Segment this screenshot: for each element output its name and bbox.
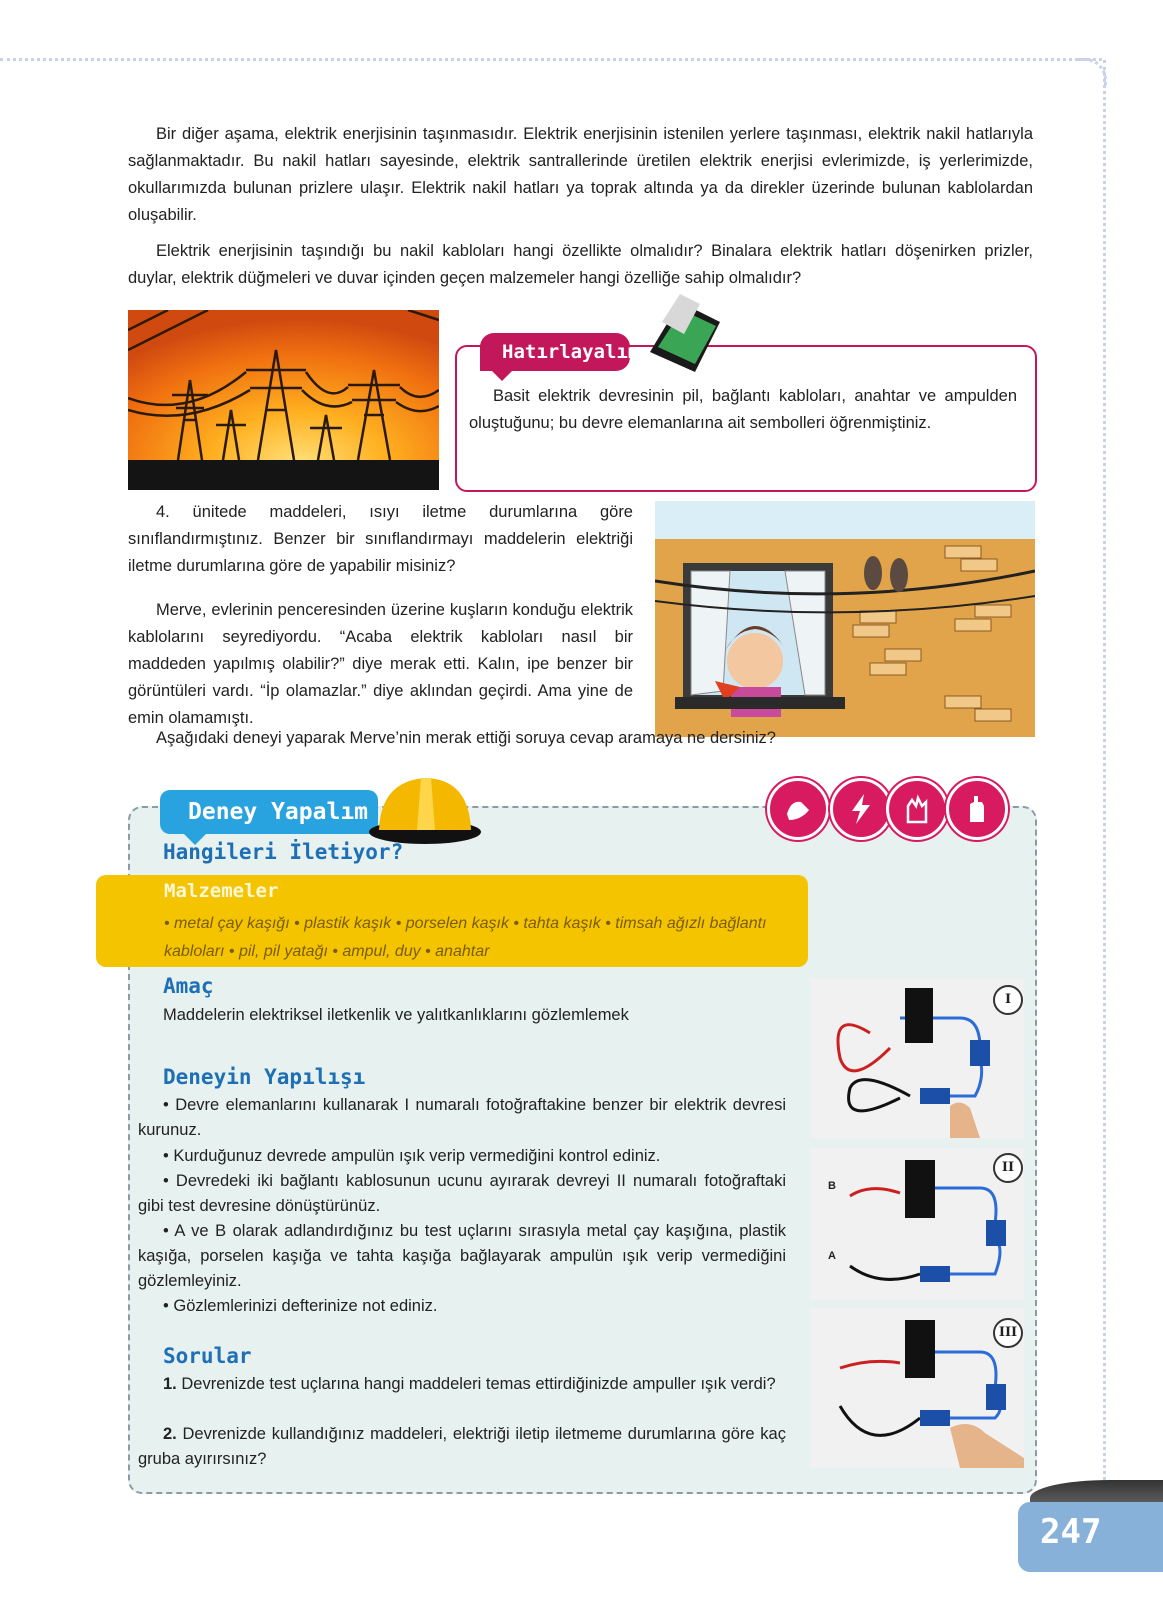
circuit-photo-3: [810, 1308, 1024, 1468]
materials-title: Malzemeler: [164, 880, 279, 902]
glove-hand-icon: [886, 778, 948, 840]
question-2-number: 2.: [163, 1425, 177, 1443]
right-dotted-border: [1103, 60, 1106, 1480]
aim-text: Maddelerin elektriksel iletkenlik ve yalıtkanlıklarını gözlemlemek: [163, 1006, 629, 1024]
questions-title: Sorular: [163, 1344, 252, 1368]
photo-label-3: III: [993, 1318, 1023, 1348]
question-1-text: Devrenizde test uçlarına hangi maddeleri temas ettirdiğinizde ampuller ışık verdi?: [181, 1375, 776, 1393]
procedure-title: Deneyin Yapılışı: [163, 1065, 366, 1089]
experiment-title: Hangileri İletiyor?: [163, 840, 404, 864]
top-dotted-border: [0, 58, 1102, 61]
reminder-text: Basit elektrik devresinin pil, bağlantı kabloları, anahtar ve ampulden oluştuğunu; bu devre elemanlarına ait sembolleri öğrenmiştiniz.: [469, 387, 1017, 432]
reminder-title: Hatırlayalım: [480, 333, 630, 371]
intro-paragraph-2: Elektrik enerjisinin taşındığı bu nakil kabloları hangi özellikte olmalıdır? Binalara elektrik hatları döşenirken prizler, duylar, elektrik düğmeleri ve duvar içinden geçen malzemeler hangi özelliğe sahip olmalıdır?: [128, 242, 1033, 287]
procedure-step-3: • Devredeki iki bağlantı kablosunun ucunu ayırarak devreyi II numaralı fotoğraftaki gibi test devresine dönüştürünüz.: [138, 1172, 786, 1215]
aim-title: Amaç: [163, 974, 214, 998]
experiment-tag: Deney Yapalım: [160, 790, 378, 834]
photo-label-2: II: [993, 1153, 1023, 1183]
procedure-step-1: • Devre elemanlarını kullanarak I numaralı fotoğraftakine benzer bir elektrik devresi kurunuz.: [138, 1096, 786, 1139]
intro-paragraph-1: Bir diğer aşama, elektrik enerjisinin taşınmasıdır. Elektrik enerjisinin istenilen yerlere taşınması, elektrik nakil hatlarıyla sağlanmaktadır. Bu nakil hatları sayesinde, elektrik santrallerinde üretilen elektrik enerjisi evlerimizde, iş yerlerimizde, okullarımızda bulunan prizlere ulaşır. Elektrik nakil hatları ya toprak altında ya da direkler üzerinde bulunan kablolardan oluşabilir.: [128, 125, 1033, 224]
circuit-photo-2: [810, 1148, 1024, 1300]
question-2: [138, 1422, 786, 1472]
middle-paragraph-1: 4. ünitede maddeleri, ısıyı iletme durumlarına göre sınıflandırmıştınız. Benzer bir sınıflandırmayı maddelerin elektriği iletme durumlarına göre de yapabilir misiniz?: [128, 503, 633, 575]
merve-window-illustration: [655, 501, 1035, 737]
procedure-step-4: • A ve B olarak adlandırdığınız bu test uçlarını sırasıyla metal çay kaşığına, plastik kaşığa, porselen kaşığa ve tahta kaşığa bağlayarak ampulün ışık verip vermediğini gözlemleyiniz.: [138, 1222, 786, 1290]
question-1-number: 1.: [163, 1375, 177, 1393]
power-lines-image: [128, 310, 439, 490]
book-icon: [640, 292, 740, 377]
page-number-tab: [1018, 1502, 1163, 1572]
hard-hat-icon: [365, 770, 483, 850]
procedure-step-2: • Kurduğunuz devrede ampulün ışık verip vermediğini kontrol ediniz.: [163, 1147, 661, 1165]
middle-paragraph-2: Merve, evlerinin penceresinden üzerine kuşların konduğu elektrik kablolarını seyrediyordu. “Acaba elektrik kabloları nasıl bir maddeden yapılmış olabilir?” diye merak etti. Kalın, ipe benzer bir görüntüleri vardı. “İp olamazlar.” diye aklından geçirdi. Ama yine de emin olamamıştı.: [128, 601, 633, 727]
question-2-text: Devrenizde kullandığınız maddeleri, elektriği iletip iletmeme durumlarına göre kaç gruba ayırırsınız?: [138, 1425, 786, 1468]
materials-list: • metal çay kaşığı • plastik kaşık • porselen kaşık • tahta kaşık • timsah ağızlı bağlantı kabloları • pil, pil yatağı • ampul, duy • anahtar: [164, 915, 767, 960]
lab-coat-safety-icon: [767, 778, 829, 840]
question-1: [138, 1372, 786, 1397]
hand-caution-icon: [946, 778, 1008, 840]
photo-label-1: I: [993, 985, 1023, 1015]
test-lead-b-label: B: [828, 1180, 836, 1192]
circuit-photo-1: [810, 978, 1024, 1138]
page-number: 247: [1040, 1512, 1102, 1552]
procedure-step-5: • Gözlemlerinizi defterinize not ediniz.: [163, 1297, 438, 1315]
electricity-hazard-icon: [830, 778, 892, 840]
test-lead-a-label: A: [828, 1250, 836, 1262]
middle-paragraph-3: Aşağıdaki deneyi yaparak Merve’nin merak ettiği soruya cevap aramaya ne dersiniz?: [156, 729, 776, 747]
